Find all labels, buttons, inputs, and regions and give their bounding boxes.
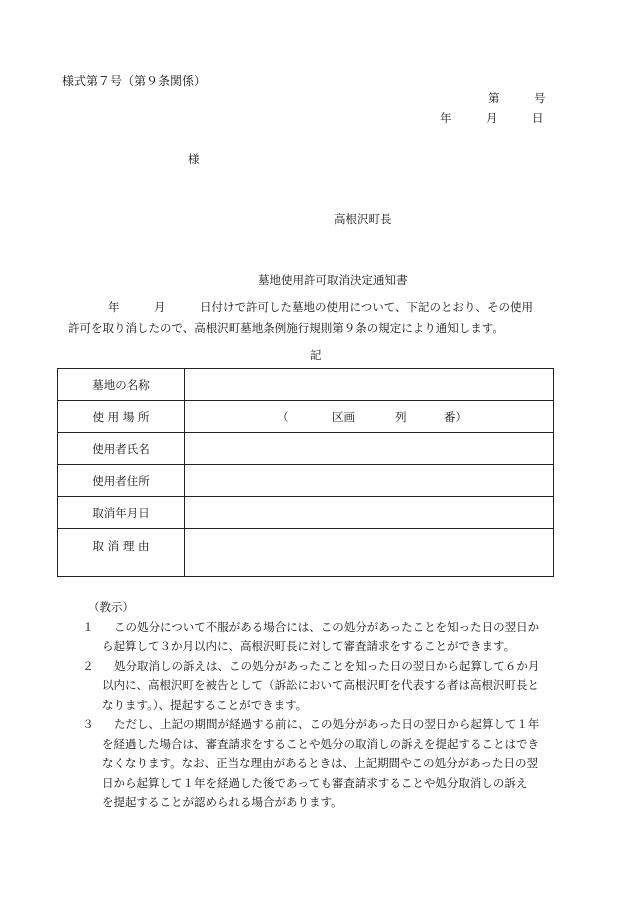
table-row <box>58 433 554 465</box>
location-retsu-label: 列 <box>395 410 407 424</box>
row-label-revocation-reason: 取 消 理 由 <box>58 529 185 577</box>
table-row <box>58 465 554 497</box>
body-paragraph <box>68 297 533 339</box>
instruction-line: 処分取消しの訴えは、この処分があったことを知った日の翌日から起算して６か月 <box>114 658 540 673</box>
row-value-user-address <box>185 465 554 497</box>
location-open-paren: （ <box>277 410 289 424</box>
instruction-number: ２ <box>82 658 94 673</box>
row-value-cemetery-name <box>185 369 554 401</box>
row-label-cemetery-name: 墓地の名称 <box>58 369 185 401</box>
document-date-line: 年 月 日 <box>440 111 544 125</box>
instruction-line: この処分について不服がある場合には、この処分があったことを知った日の翌日か <box>114 619 540 634</box>
body-line-2: 許可を取り消したので、高根沢町墓地条例施行規則第９条の規定により通知します。 <box>68 321 504 335</box>
instruction-line: 日から起算して１年を経過した後であっても審査請求することや処分取消しの訴え <box>102 775 528 790</box>
location-ban-label: 番） <box>444 410 467 424</box>
instruction-number: ３ <box>82 717 94 731</box>
instruction-item <box>76 657 539 716</box>
document-title: 墓地使用許可取消決定通知書 <box>258 273 408 287</box>
instruction-number: １ <box>82 619 94 634</box>
row-value-revocation-reason <box>185 529 554 577</box>
instruction-line: なくなります。なお、正当な理由があるときは、上記期間やこの処分があった日の翌 <box>102 756 538 770</box>
row-label-revocation-date: 取消年月日 <box>58 497 185 529</box>
table-row <box>58 369 554 401</box>
instruction-line: ら起算して３か月以内に、高根沢町長に対して審査請求をすることができます。 <box>102 639 516 653</box>
instruction-line: を経過した場合は、審査請求をすることや処分の取消しの訴えを提起することはでき <box>102 736 539 751</box>
instruction-item <box>76 715 539 813</box>
ki-heading: 記 <box>310 348 322 362</box>
form-label: 様式第７号（第９条関係） <box>62 74 207 88</box>
instruction-line: 以内に、高根沢町を被告として（訴訟において高根沢町を代表する者は高根沢町長と <box>102 678 539 692</box>
row-label-user-name: 使用者氏名 <box>58 433 185 465</box>
location-ku-label: 区画 <box>332 410 355 424</box>
issuer-name: 高根沢町長 <box>334 212 392 226</box>
table-row <box>58 497 554 529</box>
instructions-section <box>76 598 539 813</box>
document-number-line: 第 号 <box>488 91 546 105</box>
row-value-user-name <box>185 433 554 465</box>
instruction-line: なります。）、提起することができます。 <box>102 697 308 712</box>
row-value-location <box>185 401 554 433</box>
row-value-revocation-date <box>185 497 554 529</box>
instruction-line: ただし、上記の期間が経過する前に、この処分があった日の翌日から起算して１年 <box>114 717 540 731</box>
body-line-1: 年 月 日付けで許可した墓地の使用について、下記のとおり、その使用 <box>108 300 534 314</box>
row-label-location: 使 用 場 所 <box>58 401 185 433</box>
instruction-line: を提起することが認められる場合があります。 <box>102 795 343 809</box>
instruction-item <box>76 618 539 657</box>
details-table <box>57 368 554 577</box>
table-row <box>58 529 554 577</box>
row-label-user-address: 使用者住所 <box>58 465 185 497</box>
instructions-heading: （教示） <box>88 600 134 614</box>
addressee-suffix: 様 <box>188 152 200 166</box>
table-row <box>58 401 554 433</box>
